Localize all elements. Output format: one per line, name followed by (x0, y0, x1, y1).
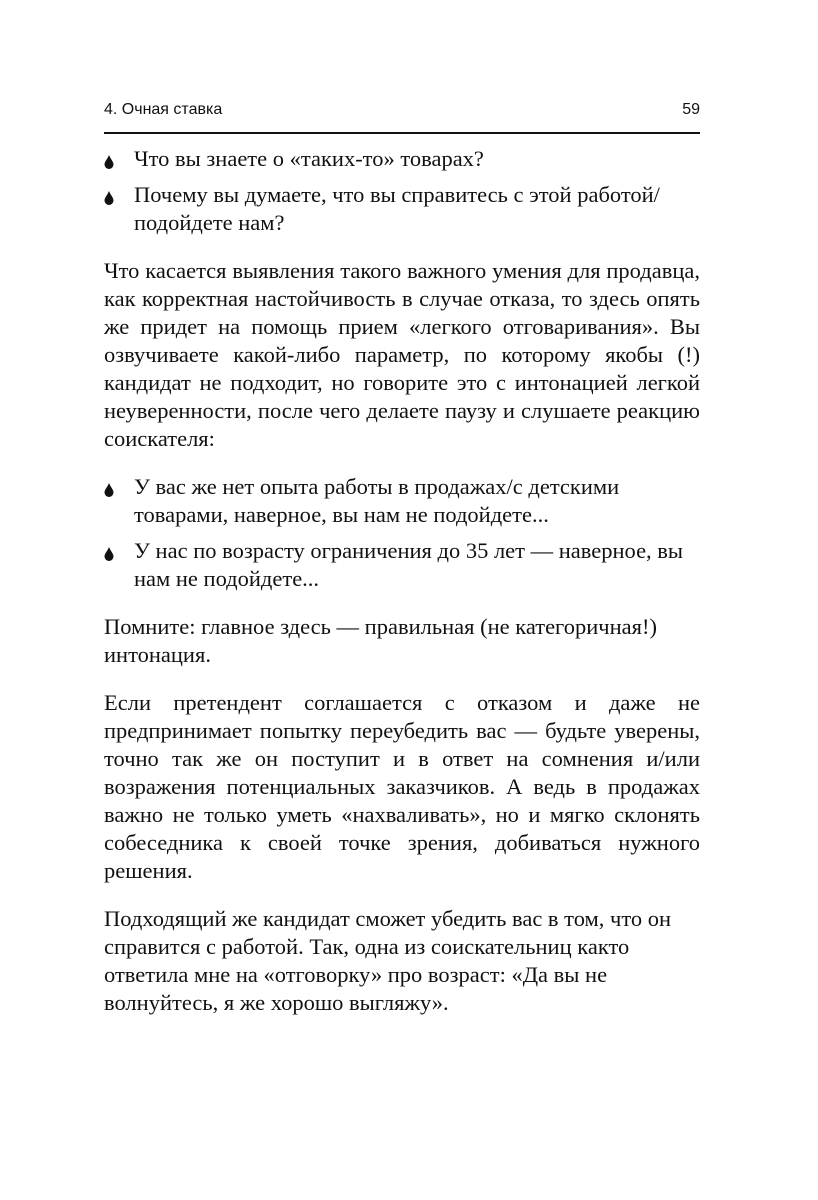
list-item (104, 181, 700, 237)
question-list (104, 145, 700, 237)
list-item-text: Почему вы думаете, что вы справитесь с этой работой/подойдете нам? (134, 182, 660, 235)
body-paragraph: Подходящий же кандидат сможет убедить вас в том, что он справится с работой. Так, одна из соискательниц както ответила мне на «отговорку» про возраст: «Да вы не волнуйтесь, я же хорошо выгляжу». (104, 906, 672, 1015)
body-paragraph: Если претендент соглашается с отказом и даже не предпринимает попытку переубедить вас — будьте уверены, точно так же он поступит и в ответ на сомнения и/или возражения потенциальных заказчиков. А ведь в продажах важно не только уметь «нахваливать», но и мягко склонять собеседника к своей точке зрения, добиваться нужного решения. (104, 690, 700, 883)
list-item (104, 473, 700, 529)
drop-bullet-icon (104, 547, 114, 561)
drop-bullet-icon (104, 483, 114, 497)
list-item-text: У вас же нет опыта работы в продажах/с детскими товарами, наверное, вы нам не подойдете... (134, 474, 620, 527)
page-number: 59 (682, 101, 700, 118)
list-item (104, 145, 700, 173)
drop-bullet-icon (104, 155, 114, 169)
chapter-title: 4. Очная ставка (104, 101, 223, 118)
example-list (104, 473, 700, 593)
body-paragraph: Помните: главное здесь — правильная (не категоричная!) интонация. (104, 614, 657, 667)
body-paragraph: Что касается выявления такого важного умения для продавца, как корректная настойчивость в случае отказа, то здесь опять же придет на помощь прием «легкого отговаривания». Вы озвучиваете какой-либо параметр, по которому якобы (!) кандидат не подходит, но говорите это с интонацией легкой неуверенности, после чего делаете паузу и слушаете реакцию соискателя: (104, 258, 700, 451)
list-item-text: Что вы знаете о «таких-то» товарах? (134, 146, 484, 171)
drop-bullet-icon (104, 191, 114, 205)
list-item (104, 537, 700, 593)
running-header (104, 96, 700, 134)
list-item-text: У нас по возрасту ограничения до 35 лет — наверное, вы нам не подойдете... (134, 538, 684, 591)
page-body (104, 145, 700, 1037)
